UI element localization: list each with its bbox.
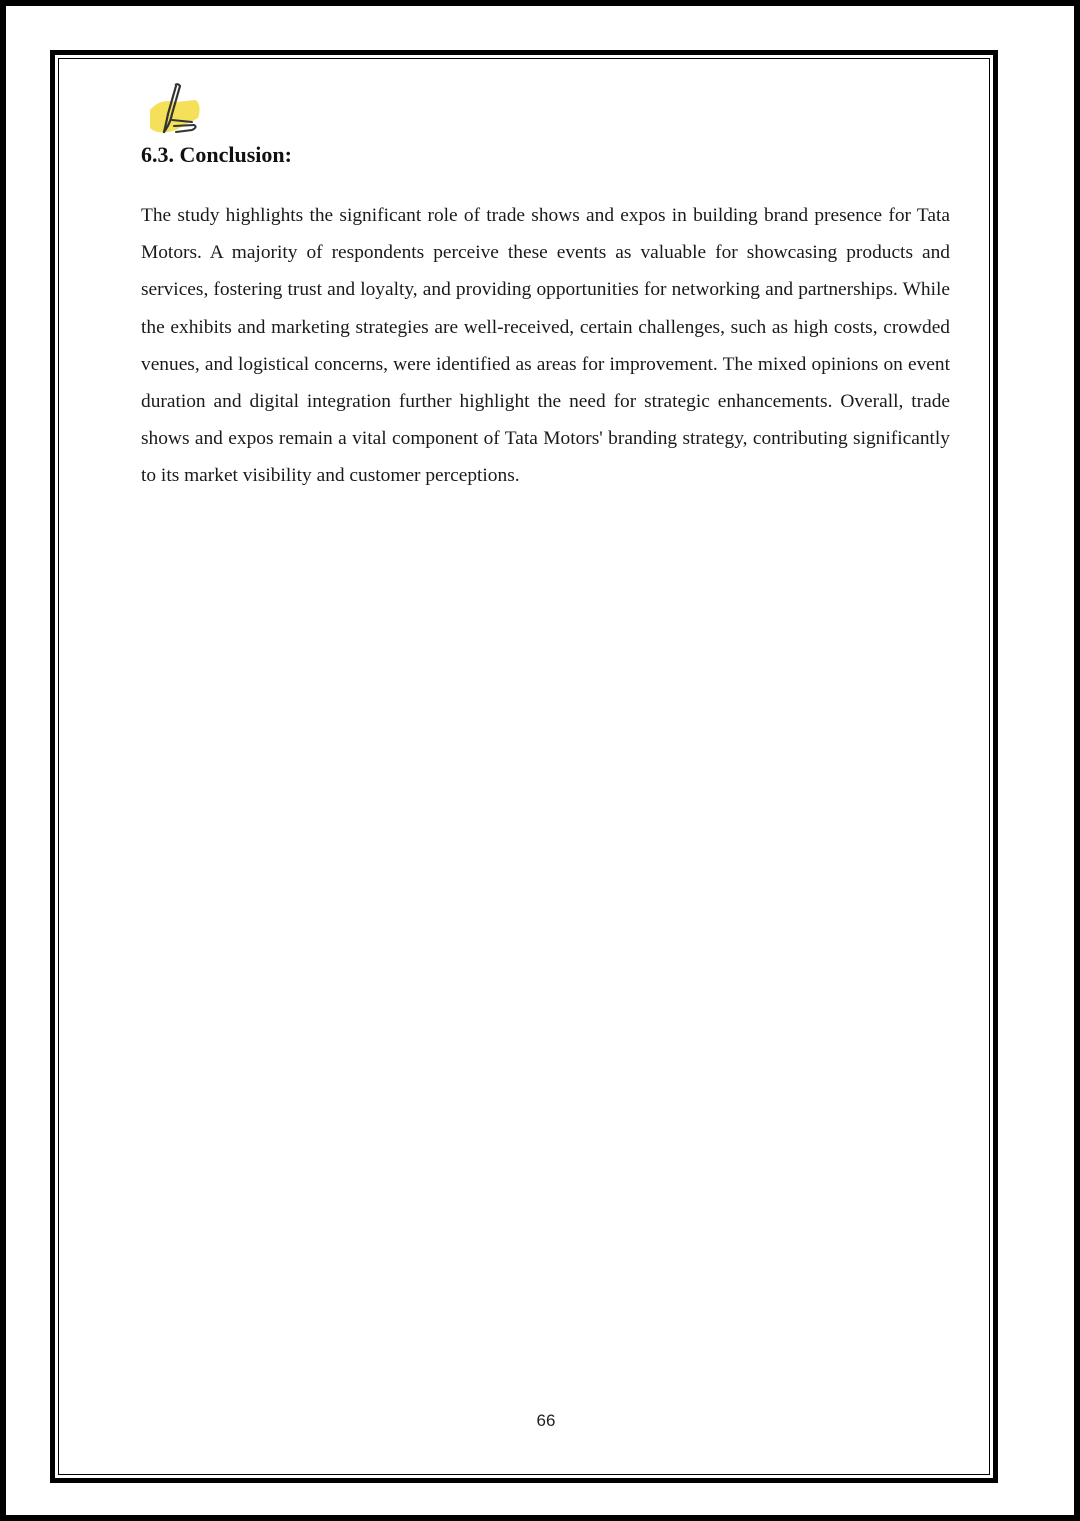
pen-writing-icon xyxy=(146,80,206,140)
conclusion-paragraph: The study highlights the significant role of trade shows and expos in building brand presence for Tata Motors. A majority of respondents perceive these events as valuable for showcasing products and services, fostering trust and loyalty, and providing opportunities for networking and partnerships. While the exhibits and marketing strategies are well-received, certain challenges, such as high costs, crowded venues, and logistical concerns, were identified as areas for improvement. The mixed opinions on event duration and digital integration further highlight the need for strategic enhancements. Overall, trade shows and expos remain a vital component of Tata Motors' branding strategy, contributing significantly to its market visibility and customer perceptions. xyxy=(141,205,950,487)
page-number: 66 xyxy=(536,1411,556,1430)
section-heading: 6.3. Conclusion: xyxy=(141,142,292,167)
